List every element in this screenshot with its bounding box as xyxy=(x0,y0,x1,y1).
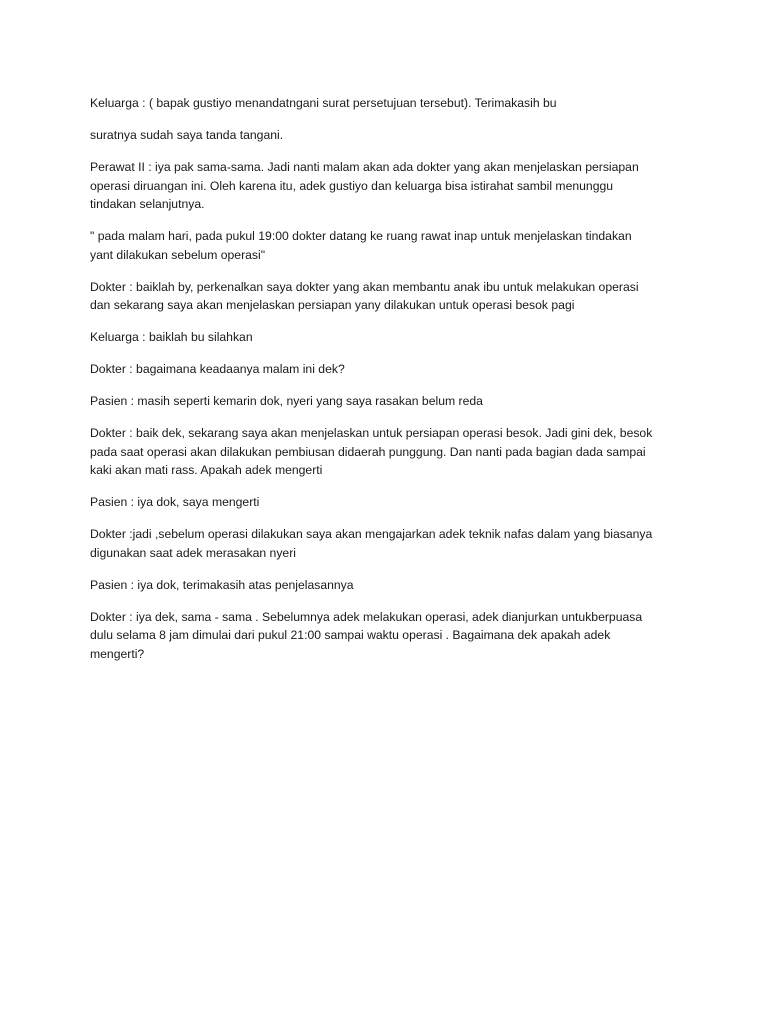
text-line: dulu selama 8 jam dimulai dari pukul 21:00 sampai waktu operasi . Bagaimana dek apakah adek xyxy=(90,628,611,642)
dialogue-paragraph xyxy=(90,328,680,347)
text-line: " pada malam hari, pada pukul 19:00 dokter datang ke ruang rawat inap untuk menjelaskan tindakan xyxy=(90,229,632,243)
dialogue-paragraph xyxy=(90,126,680,145)
text-line: Keluarga : baiklah bu silahkan xyxy=(90,330,253,344)
text-line: Pasien : iya dok, terimakasih atas penjelasannya xyxy=(90,577,354,592)
dialogue-paragraph xyxy=(90,424,680,480)
text-line: Keluarga : ( bapak gustiyo menandatngani surat persetujuan tersebut). Terimakasih bu xyxy=(90,96,557,110)
text-line: digunakan saat adek merasakan nyeri xyxy=(90,545,296,560)
text-line: suratnya sudah saya tanda tangani. xyxy=(90,128,284,142)
dialogue-paragraph xyxy=(90,158,680,214)
text-line: kaki akan mati rass. Apakah adek mengerti xyxy=(90,463,323,477)
text-line: tindakan selanjutnya. xyxy=(90,197,205,211)
dialogue-paragraph xyxy=(90,576,680,595)
dialogue-paragraph xyxy=(90,94,680,113)
text-line: yant dilakukan sebelum operasi" xyxy=(90,247,266,262)
text-line: mengerti? xyxy=(90,646,145,661)
text-line: pada saat operasi akan dilakukan pembiusan didaerah punggung. Dan nanti pada bagian dada sampai xyxy=(90,444,646,459)
text-line: Dokter : baik dek, sekarang saya akan menjelaskan untuk persiapan operasi besok. Jadi gini dek, besok xyxy=(90,426,653,440)
text-line: Perawat II : iya pak sama-sama. Jadi nanti malam akan ada dokter yang akan menjelaskan persiapan xyxy=(90,160,639,174)
dialogue-paragraph xyxy=(90,525,680,562)
document-body xyxy=(90,94,680,677)
text-line: dan sekarang saya akan menjelaskan persiapan yany dilakukan untuk operasi besok pagi xyxy=(90,298,575,312)
text-line: Dokter :jadi ,sebelum operasi dilakukan saya akan mengajarkan adek teknik nafas dalam yang biasanya xyxy=(90,527,653,541)
dialogue-paragraph xyxy=(90,608,680,664)
dialogue-paragraph xyxy=(90,278,680,315)
dialogue-paragraph xyxy=(90,392,680,411)
text-line: Pasien : masih seperti kemarin dok, nyeri yang saya rasakan belum reda xyxy=(90,394,483,408)
text-line: Dokter : iya dek, sama - sama . Sebelumnya adek melakukan operasi, adek dianjurkan untukberpuasa xyxy=(90,609,643,624)
text-line: operasi diruangan ini. Oleh karena itu, adek gustiyo dan keluarga bisa istirahat sambil menunggu xyxy=(90,178,614,193)
dialogue-paragraph xyxy=(90,360,680,379)
text-line: Pasien : iya dok, saya mengerti xyxy=(90,495,260,509)
narration-paragraph xyxy=(90,227,680,264)
text-line: Dokter : bagaimana keadaanya malam ini dek? xyxy=(90,362,345,376)
text-line: Dokter : baiklah by, perkenalkan saya dokter yang akan membantu anak ibu untuk melakukan operasi xyxy=(90,279,639,294)
dialogue-paragraph xyxy=(90,493,680,512)
